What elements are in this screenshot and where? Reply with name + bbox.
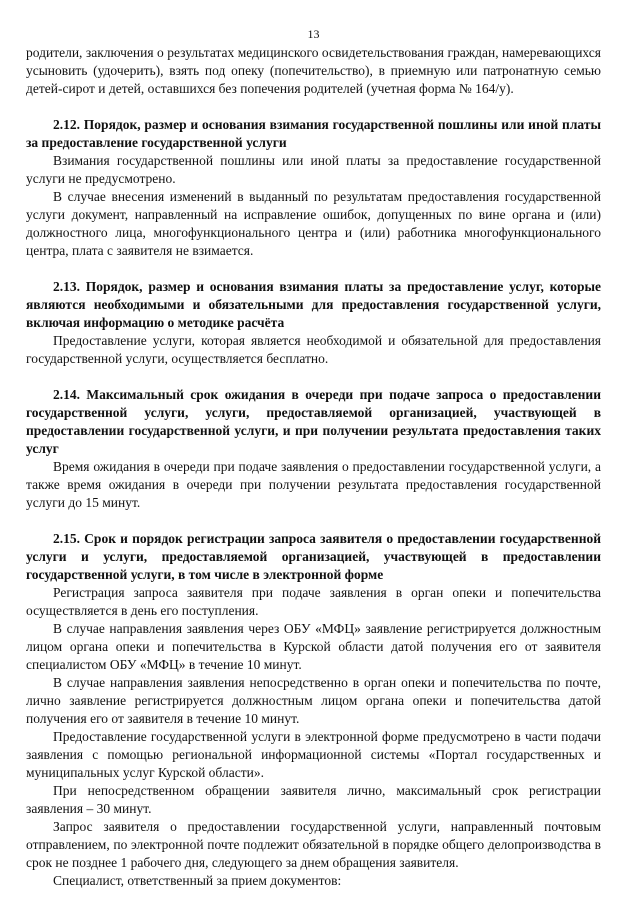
intro-paragraph: родители, заключения о результатах медицинского освидетельствования граждан, намеревающихся усыновить (удочерить), взять под опеку (попечительство), в приемную или патронатную семью детей-сирот и детей, оставшихся без попечения родителей (учетная форма № 164/у). [26, 45, 601, 96]
page-number: 13 [307, 27, 320, 41]
paragraph: Предоставление услуги, которая является необходимой и обязательной для предоставления государственной услуги, осуществляется бесплатно. [26, 333, 601, 366]
paragraph: Время ожидания в очереди при подаче заявления о предоставлении государственной услуги, а также время ожидания в очереди при получении результата предоставления государственной услуги до 15 минут. [26, 459, 601, 510]
paragraph: В случае направления заявления через ОБУ «МФЦ» заявление регистрируется должностным лицом органа опеки и попечительства в Курской области датой получения его от заявителя специалистом ОБУ «МФЦ» в течение 10 минут. [26, 621, 601, 672]
section-heading-2-12: 2.12. Порядок, размер и основания взимания государственной пошлины или иной платы за предоставление государственной услуги [26, 117, 601, 150]
section-heading-2-14: 2.14. Максимальный срок ожидания в очереди при подаче запроса о предоставлении государственной услуги, услуги, предоставляемой организацией, участвующей в предоставлении государственной услуги, и при получении результата предоставления таких услуг [26, 387, 601, 456]
paragraph: При непосредственном обращении заявителя лично, максимальный срок регистрации заявления – 30 минут. [26, 783, 601, 816]
spacer [26, 260, 601, 278]
paragraph: В случае внесения изменений в выданный по результатам предоставления государственной услуги документ, направленный на исправление ошибок, допущенных по вине органа и (или) должностного лица, многофункционального центра и (или) работника многофункционального центра, плата с заявителя не взимается. [26, 189, 601, 258]
spacer [26, 368, 601, 386]
paragraph: Регистрация запроса заявителя при подаче заявления в орган опеки и попечительства осуществляется в день его поступления. [26, 585, 601, 618]
paragraph: Запрос заявителя о предоставлении государственной услуги, направленный почтовым отправлением, по электронной почте подлежит обязательной в порядке общего делопроизводства в срок не позднее 1 рабочего дня, следующего за днем обращения заявителя. [26, 819, 601, 870]
spacer [26, 98, 601, 116]
spacer [26, 512, 601, 530]
paragraph: Предоставление государственной услуги в электронной форме предусмотрено в части подачи заявления с помощью региональной информационной системы «Портал государственных и муниципальных услуг Курской области». [26, 729, 601, 780]
paragraph: В случае направления заявления непосредственно в орган опеки и попечительства по почте, лично заявление регистрируется должностным лицом органа опеки и попечительства датой получения его от заявителя в течение 10 минут. [26, 675, 601, 726]
section-heading-2-15: 2.15. Срок и порядок регистрации запроса заявителя о предоставлении государственной услуги и услуги, предоставляемой организацией, участвующей в предоставлении государственной услуги, в том числе в электронной форме [26, 531, 601, 582]
section-heading-2-13: 2.13. Порядок, размер и основания взимания платы за предоставление услуг, которые являются необходимыми и обязательными для предоставления государственной услуги, включая информацию о методике расчёта [26, 279, 601, 330]
paragraph: Взимания государственной пошлины или иной платы за предоставление государственной услуги не предусмотрено. [26, 153, 601, 186]
paragraph: Специалист, ответственный за прием документов: [53, 873, 342, 888]
